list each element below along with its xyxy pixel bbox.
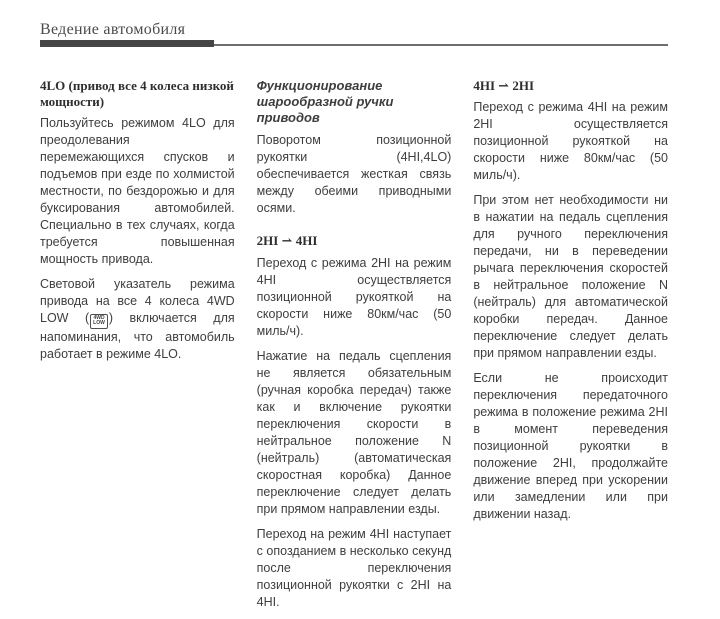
column-knob-function <box>257 78 452 619</box>
indicator-icon-line2: LOW <box>93 320 105 326</box>
4wd-low-indicator-icon <box>90 314 108 329</box>
page-header-title: Ведение автомобиля <box>40 21 186 38</box>
header-rule <box>40 40 668 47</box>
paragraph-4hi-2hi-speed: Переход с режима 4HI на режим 2HI осуществляется позиционной рукояткой на скорости ниже 80км/час (50 миль/ч). <box>473 100 668 182</box>
indicator-icon-line1: 4WD <box>93 314 105 321</box>
paragraph-2hi-4hi-delay: Переход на режим 4HI наступает с опозданием в несколько секунд после переключения позиционной рукоятки с 2HI на 4HI. <box>256 527 452 609</box>
section-heading-2hi-to-4hi: 2HI ⇀ 4HI <box>256 233 318 248</box>
header-rule-thin-segment <box>214 44 668 46</box>
paragraph-knob-function: Поворотом позиционной рукоятки (4HI,4LO) обеспечивается жесткая связь между обеими приводными осями. <box>256 133 452 215</box>
paragraph-4lo-indicator <box>40 276 235 363</box>
paragraph-2hi-4hi-clutch: Нажатие на педаль сцепления не является обязательным (ручная коробка передач) также как и включение рукоятки переключения скорости в нейтральное положение N (нейтраль) (автоматическая скоростная коробка) Данное переключение следует делать при прямом направлении езды. <box>256 349 452 516</box>
header-rule-thick-segment <box>40 40 214 47</box>
column-4lo <box>40 78 235 619</box>
paragraph-4hi-2hi-fallback: Если не происходит переключения передаточного режима в положение режима 2HI в момент переведения позиционной рукоятки в положение 2HI, продолжайте движение вперед при ускорении или замедлении или при движении назад. <box>473 371 668 521</box>
paragraph-2hi-4hi-speed: Переход с режима 2HI на режим 4HI осуществляется позиционной рукояткой на скорости ниже 80км/час (50 миль/ч). <box>256 256 452 338</box>
section-heading-knob-function: Функционирование шарообразной ручки приводов <box>256 78 394 125</box>
section-heading-4lo: 4LO (привод все 4 колеса низкой мощности) <box>40 78 234 109</box>
paragraph-text-post: ) включается для напоминания, что автомобиль работает в режиме 4LO. <box>40 311 235 361</box>
paragraph-text-pre: Световой указатель режима привода на все 4 колеса 4WD LOW ( <box>40 277 235 325</box>
paragraph-4hi-2hi-clutch: При этом нет необходимости ни в нажатии на педаль сцепления для ручного переключения передачи, ни в переведении рычага переключения скоростей в нейтральное положение N (нейтраль) для автоматической коробки передач. Данное переключение следует делать при прямом направлении езды. <box>473 193 668 360</box>
section-heading-4hi-to-2hi: 4HI ⇀ 2HI <box>473 78 535 93</box>
content-columns <box>40 78 668 619</box>
paragraph-4lo-usage: Пользуйтесь режимом 4LO для преодолевания перемежающихся спусков и подъемов при езде по холмистой местности, по бездорожью и для буксирования автомобилей. Специально в тех случаях, когда требуется повышенная мощность привода. <box>40 116 235 266</box>
column-4hi-to-2hi <box>473 78 668 619</box>
